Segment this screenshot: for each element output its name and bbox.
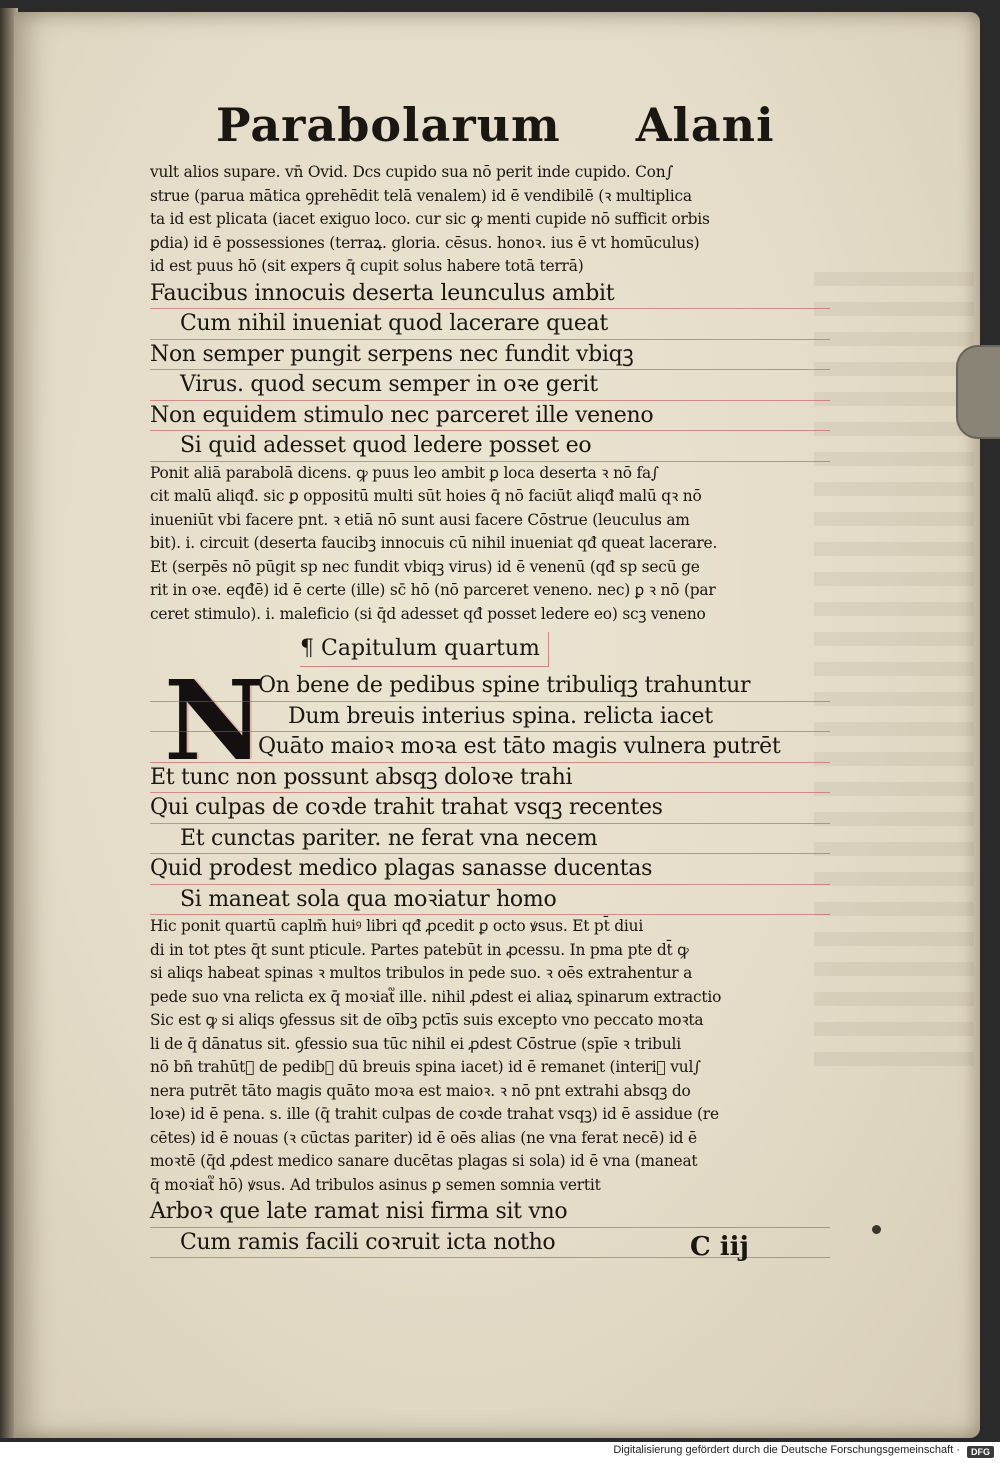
verse-line: Et tunc non possunt absqꝫ doloꝛe trahi [150, 763, 830, 794]
gloss-line: cētes) id ē nouas (ꝛ cūctas pariter) id ē oēs alias (ne vna ferat necē) id ē [150, 1128, 697, 1147]
gloss-line: vult alios supare. vn̄ Ovid. Dcs cupido sua nō perit inde cupido. Con∫ [150, 163, 674, 181]
verse-block-1 [150, 279, 830, 462]
gloss-line: strue (parua mātica ꝯprehēdit telā venalem) id ē vendibilē (ꝛ multiplica [150, 186, 692, 205]
verse-line: Dum breuis interius spina. relicta iacet [150, 702, 830, 733]
gloss-line: Et (serpēs nō pūgit sp nec fundit vbiqꝫ virus) id ē venenū (qđ sp secū ge [150, 557, 700, 576]
running-head-word-1: Parabolarum [216, 98, 561, 152]
decorated-initial: N [164, 656, 265, 785]
gloss-line: inueniūt vbi facere pnt. ꝛ etiā nō sunt ausi facere Cōstrue (leuculus am [150, 510, 690, 529]
gloss-block-1 [150, 161, 830, 279]
gloss-block-2 [150, 462, 830, 627]
digitization-credit: Digitalisierung gefördert durch die Deutsche Forschungsgemeinschaft · [613, 1444, 960, 1456]
verse-line: Quid prodest medico plagas sanasse ducentas [150, 854, 830, 885]
verse-line: Virus. quod secum semper in oꝛe gerit [150, 370, 830, 401]
gloss-line: loꝛe) id ē pena. s. ille (q̄ trahit culpas de coꝛde trahat vsqꝫ) id ē assidue (re [150, 1105, 719, 1123]
gloss-line: Hic ponit quartū caplm̄ huiꝰ libri qđ ꝓcedit ꝑ octo ꝟsus. Et pt̄ diui [150, 917, 644, 935]
dfg-logo: DFG [967, 1446, 994, 1458]
show-through-text [814, 272, 974, 1072]
gloss-line: si aliqs habeat spinas ꝛ multos tribulos in pede suo. ꝛ oēs extrahentur a [150, 964, 693, 982]
gloss-line: cit malū aliqđ. sic ꝑ oppositū multi sūt hoies q̄ nō faciūt aliqđ malū qꝛ nō [150, 487, 702, 505]
verse-line: Arboꝛ que late ramat nisi firma sit vno [150, 1197, 830, 1228]
gloss-line: di in tot ptes q̄t sunt pticule. Partes patebūt in ꝓcessu. In pma pte dt̄ ꝙ [150, 940, 689, 959]
verse-line: Si quid adesset quod ledere posset eo [150, 431, 830, 462]
verse-line: Faucibus innocuis deserta leunculus ambit [150, 279, 830, 310]
gloss-line: q̄ moꝛiat᷑ hō) ꝟsus. Ad tribulos asinus ꝑ semen somnia vertit [150, 1175, 601, 1194]
page-tab-marker [956, 345, 1000, 439]
ink-spot [872, 1225, 881, 1234]
verse-line: Qui culpas de coꝛde trahit trahat vsqꝫ recentes [150, 793, 830, 824]
verse-line: Non equidem stimulo nec parceret ille veneno [150, 401, 830, 432]
running-head [216, 95, 830, 155]
gloss-line: id est puus hō (sit expers q̄ cupit solus habere totā terrā) [150, 257, 584, 275]
verse-line: Si maneat sola qua moꝛiatur homo [150, 885, 830, 916]
gloss-line: Sic est ꝙ si aliqs ꝯfessus sit de oībꝫ pctīs suis excepto vno peccato moꝛta [150, 1011, 704, 1029]
gloss-line: ceret stimulo). i. maleficio (si q̄d adesset qđ posset ledere eo) scꝫ veneno [150, 604, 706, 623]
verse-line: On bene de pedibus spine tribuliqꝫ trahuntur [150, 671, 830, 702]
gloss-line: moꝛtē (q̄d ꝓdest medico sanare ducētas plagas si sola) id ē vna (maneat [150, 1152, 698, 1170]
gloss-line: ta id est plicata (iacet exiguo loco. cur sic ꝙ menti cupide nō sufficit orbis [150, 210, 710, 228]
gloss-line: nō bn̄ trahūt᷑ de pedibꝫ dū breuis spina iacet) id ē remanet (interiꝰ vul∫ [150, 1058, 701, 1076]
gloss-block-3 [150, 915, 830, 1197]
chapter-heading: ¶ Capitulum quartum [300, 632, 549, 667]
gloss-line: bit). i. circuit (deserta faucibꝫ innocuis cū nihil inueniat qđ queat lacerare. [150, 534, 718, 552]
verse-line: Non semper pungit serpens nec fundit vbiqꝫ [150, 340, 830, 371]
gloss-line: pede suo vna relicta ex q̄ moꝛiat᷑ ille. nihil ꝓdest ei aliaꝝ spinarum extractio [150, 987, 722, 1006]
gloss-line: ꝑdia) id ē possessiones (terraꝝ. gloria. cēsus. honoꝛ. ius ē vt homūculus) [150, 233, 700, 252]
verse-line: Quāto maioꝛ moꝛa est tāto magis vulnera putrēt [150, 732, 830, 763]
gloss-line: nera putrēt tāto magis quāto moꝛa est maioꝛ. ꝛ nō pnt extrahi absqꝫ do [150, 1081, 691, 1100]
verse-line: Cum nihil inueniat quod lacerare queat [150, 309, 830, 340]
gloss-line: Ponit aliā parabolā dicens. ꝙ puus leo ambit ꝑ loca deserta ꝛ nō fa∫ [150, 463, 659, 482]
verse-line: Et cunctas pariter. ne ferat vna necem [150, 824, 830, 855]
verse-block-2 [150, 763, 830, 916]
gloss-line: li de q̄ dānatus sit. ꝯfessio sua tūc nihil ei ꝓdest Cōstrue (spīe ꝛ tribuli [150, 1034, 681, 1053]
page-content [150, 95, 830, 1258]
running-head-word-2: Alani [635, 98, 775, 152]
signature-mark: C iij [690, 1232, 749, 1262]
gloss-line: rit in oꝛe. eqđē) id ē certe (ille) sc̄ hō (nō parceret veneno. nec) ꝑ ꝛ nō (par [150, 581, 716, 599]
verse-line: Cum ramis facili coꝛruit icta notho [150, 1228, 830, 1259]
